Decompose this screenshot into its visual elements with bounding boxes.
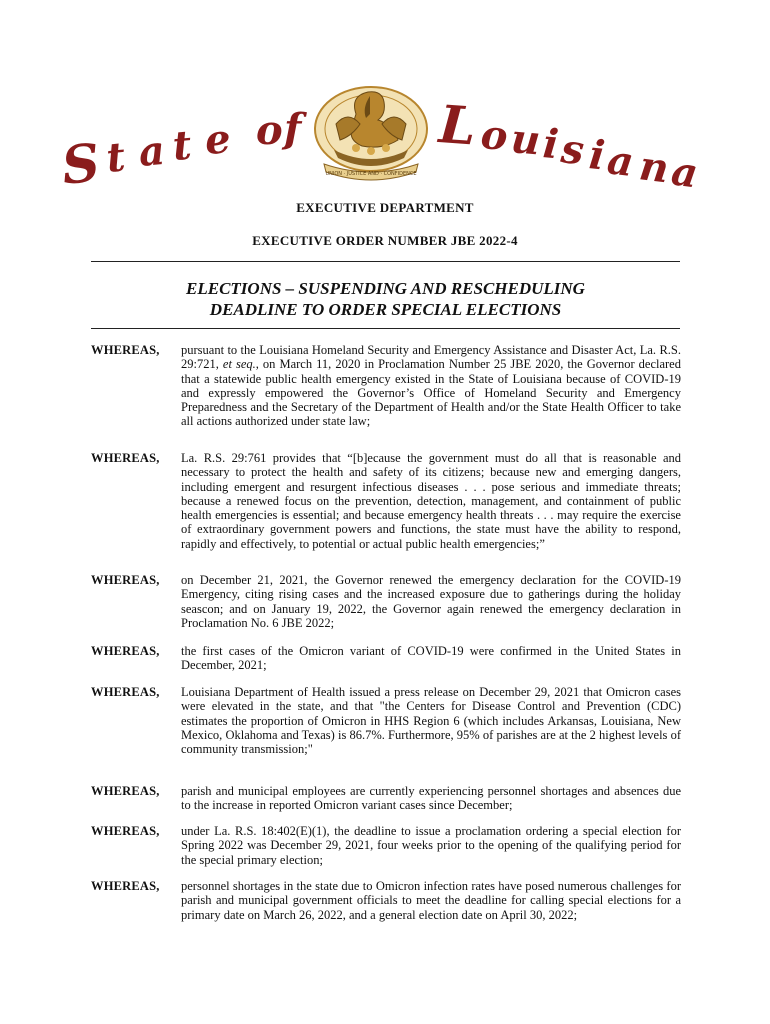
divider-bottom bbox=[91, 328, 680, 329]
svg-text:u: u bbox=[509, 115, 543, 165]
seal-motto: UNION · JUSTICE AND · CONFIDENCE bbox=[325, 171, 417, 177]
whereas-clause bbox=[91, 879, 681, 939]
svg-text:s: s bbox=[558, 125, 587, 175]
svg-text:a: a bbox=[668, 147, 701, 190]
order-number-heading: EXECUTIVE ORDER NUMBER JBE 2022-4 bbox=[252, 233, 518, 248]
order-title bbox=[91, 278, 680, 320]
whereas-clause bbox=[91, 573, 681, 644]
clause-label: WHEREAS, bbox=[91, 685, 160, 699]
svg-text:e: e bbox=[203, 115, 233, 164]
svg-text:o: o bbox=[256, 107, 283, 154]
svg-text:i: i bbox=[541, 120, 561, 169]
whereas-clause bbox=[91, 824, 681, 879]
pelican-seal-icon bbox=[315, 87, 427, 180]
clause-text: under La. R.S. 18:402(E)(1), the deadline to issue a proclamation ordering a special election for Spring 2022 was December 29, 2021, four weeks prior to the opening of the qualifying period for the special primary election; bbox=[181, 824, 681, 867]
whereas-clause bbox=[91, 685, 681, 784]
whereas-clause bbox=[91, 644, 681, 685]
whereas-clause bbox=[91, 784, 681, 824]
svg-text:o: o bbox=[479, 111, 510, 160]
svg-text:n: n bbox=[636, 142, 672, 190]
clause-label: WHEREAS, bbox=[91, 879, 160, 893]
clause-label: WHEREAS, bbox=[91, 343, 160, 357]
svg-text:t: t bbox=[170, 121, 194, 170]
whereas-clause bbox=[91, 343, 681, 451]
clause-label: WHEREAS, bbox=[91, 824, 160, 838]
order-title-line-2: DEADLINE TO ORDER SPECIAL ELECTIONS bbox=[209, 300, 562, 319]
order-title-line-1: ELECTIONS – SUSPENDING AND RESCHEDULING bbox=[186, 279, 585, 298]
clause-label: WHEREAS, bbox=[91, 451, 160, 465]
svg-text:f: f bbox=[284, 105, 302, 152]
clause-text: parish and municipal employees are currently experiencing personnel shortages and absences due to the increase in reported Omicron variant cases since December; bbox=[181, 784, 681, 813]
svg-text:a: a bbox=[604, 136, 637, 187]
state-wordmark bbox=[60, 80, 710, 190]
svg-text:S: S bbox=[60, 132, 103, 190]
clause-label: WHEREAS, bbox=[91, 644, 160, 658]
svg-text:t: t bbox=[104, 133, 128, 182]
clause-text: pursuant to the Louisiana Homeland Security and Emergency Assistance and Disaster Act, La. R.S. 29:721, et seq., on March 11, 2020 in Proclamation Number 25 JBE 2020, the Governor declared that a statewide public health emergency existed in the State of Louisiana because of COVID-19 and expressly empowered the Governor’s Office of Homeland Security and Emergency Preparedness and the Secretary of the Department of Health and/or the State Health Officer to take all actions authorized under state law; bbox=[181, 343, 681, 429]
divider-top bbox=[91, 261, 680, 262]
clause-label: WHEREAS, bbox=[91, 573, 160, 587]
clause-text: personnel shortages in the state due to Omicron infection rates have posed numerous challenges for parish and municipal government officials to meet the deadline for calling special elections for a primary date on March 26, 2022, and a general election date on April 30, 2022; bbox=[181, 879, 681, 922]
clause-text: the first cases of the Omicron variant of COVID-19 were confirmed in the United States in December, 2021; bbox=[181, 644, 681, 673]
whereas-clauses bbox=[91, 343, 681, 939]
department-heading: EXECUTIVE DEPARTMENT bbox=[296, 200, 474, 215]
svg-text:a: a bbox=[136, 126, 167, 176]
clause-text: Louisiana Department of Health issued a press release on December 29, 2021 that Omicron cases were elevated in the state, and that "the Centers for Disease Control and Prevention (CDC) estimates the proportion of Omicron in HHS Region 6 (which includes Arkansas, Louisiana, New Mexico, Oklahoma and Texas) is 86.7%. Furthermore, 95% of parishes are at the 2 highest levels of community transmission;" bbox=[181, 685, 681, 757]
svg-text:i: i bbox=[586, 131, 607, 180]
whereas-clause bbox=[91, 451, 681, 573]
clause-text: on December 21, 2021, the Governor renewed the emergency declaration for the COVID-19 Emergency, citing rising cases and the increased exposure due to gatherings during the holiday seascon; and on January 19, 2022, the Governor again renewed the emergency declaration in Proclamation No. 6 JBE 2022; bbox=[181, 573, 681, 630]
clause-label: WHEREAS, bbox=[91, 784, 160, 798]
clause-text: La. R.S. 29:761 provides that “[b]ecause the government must do all that is reasonable and necessary to protect the health and safety of its citizens; because new and emerging dangers, including emergent and resurgent infectious diseases . . . pose serious and immediate threats; because a renewed focus on the prevention, detection, management, and containment of public health emergencies is essential; and because emergency health threats . . . may require the exercise of extraordinary government powers and functions, the state must have the ability to respond, rapidly and effectively, to potential or actual public health emergencies;” bbox=[181, 451, 681, 551]
svg-text:L: L bbox=[437, 94, 478, 158]
state-masthead bbox=[60, 80, 710, 190]
